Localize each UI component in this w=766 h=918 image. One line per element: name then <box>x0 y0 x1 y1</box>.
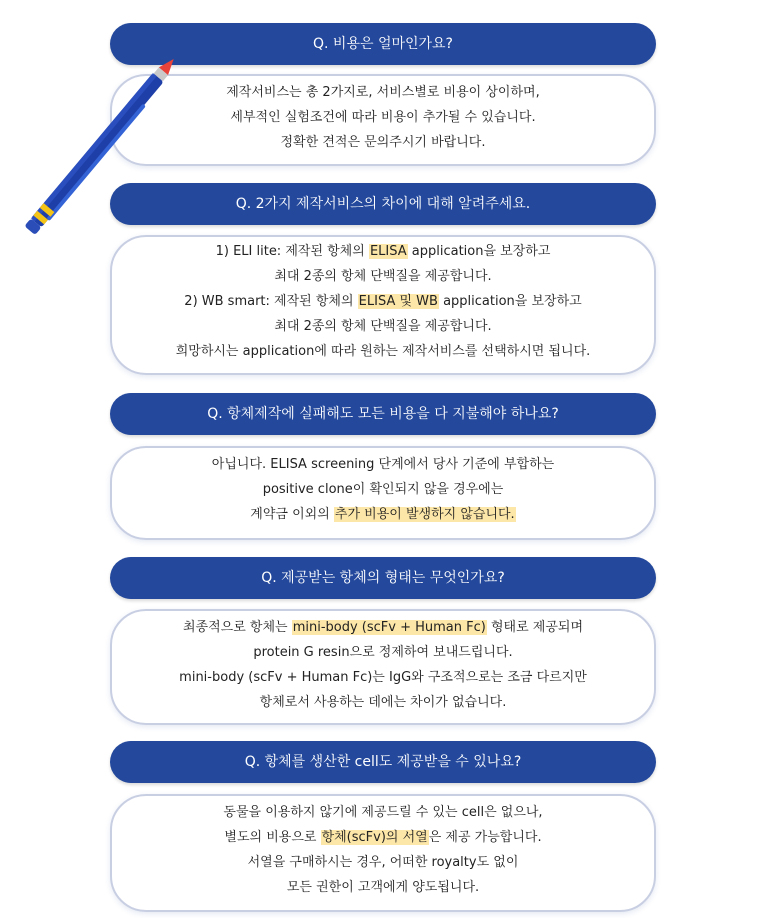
faq-question-3[interactable]: Q. 항체제작에 실패해도 모든 비용을 다 지불해야 하나요? <box>110 393 656 435</box>
faq-question-2[interactable]: Q. 2가지 제작서비스의 차이에 대해 알려주세요. <box>110 183 656 225</box>
answer-line <box>112 800 654 825</box>
answer-line <box>112 339 654 364</box>
answer-line <box>112 239 654 264</box>
answer-text: 최대 2종의 항체 단백질을 제공합니다. <box>274 319 492 334</box>
faq-answer-3 <box>110 446 656 540</box>
highlighted-text: 항체(scFv)의 서열 <box>321 830 428 845</box>
faq-question-5[interactable]: Q. 항체를 생산한 cell도 제공받을 수 있나요? <box>110 741 656 783</box>
answer-line <box>112 130 654 155</box>
highlighted-text: ELISA <box>369 244 407 259</box>
answer-text: 최종적으로 항체는 <box>182 620 292 635</box>
highlighted-text: 추가 비용이 발생하지 않습니다. <box>334 507 515 522</box>
highlighted-text: ELISA 및 WB <box>358 294 438 309</box>
faq-answer-4 <box>110 609 656 725</box>
answer-line <box>112 875 654 900</box>
answer-text: 제작서비스는 총 2가지로, 서비스별로 비용이 상이하며, <box>226 85 540 100</box>
answer-text: 최대 2종의 항체 단백질을 제공합니다. <box>274 269 492 284</box>
answer-text: 항체로서 사용하는 데에는 차이가 없습니다. <box>259 695 507 710</box>
pen-icon <box>0 0 180 270</box>
faq-answer-2 <box>110 235 656 375</box>
answer-line <box>112 289 654 314</box>
answer-text: 별도의 비용으로 <box>224 830 321 845</box>
answer-line <box>112 640 654 665</box>
answer-line <box>112 615 654 640</box>
answer-text: application을 보장하고 <box>407 244 551 259</box>
faq-answer-5-lines <box>112 800 654 900</box>
answer-text: 은 제공 가능합니다. <box>428 830 542 845</box>
answer-line <box>112 665 654 690</box>
faq-answer-1-lines <box>112 80 654 155</box>
answer-line <box>112 264 654 289</box>
answer-text: application을 보장하고 <box>438 294 582 309</box>
answer-line <box>112 690 654 715</box>
answer-line <box>112 80 654 105</box>
answer-line <box>112 105 654 130</box>
answer-text: 모든 권한이 고객에게 양도됩니다. <box>286 880 480 895</box>
faq-answer-5 <box>110 794 656 912</box>
answer-line <box>112 314 654 339</box>
answer-text: positive clone이 확인되지 않을 경우에는 <box>262 482 504 497</box>
faq-answer-3-lines <box>112 452 654 527</box>
faq-question-1[interactable]: Q. 비용은 얼마인가요? <box>110 23 656 65</box>
answer-text: 1) ELI lite: 제작된 항체의 <box>215 244 369 259</box>
answer-text: 계약금 이외의 <box>250 507 334 522</box>
answer-text: mini-body (scFv + Human Fc)는 IgG와 구조적으로는 조금 다르지만 <box>179 670 587 685</box>
answer-text: 2) WB smart: 제작된 항체의 <box>184 294 358 309</box>
answer-text: protein G resin으로 정제하여 보내드립니다. <box>253 645 513 660</box>
answer-line <box>112 850 654 875</box>
answer-text: 희망하시는 application에 따라 원하는 제작서비스를 선택하시면 됩니다. <box>175 344 591 359</box>
faq-question-4[interactable]: Q. 제공받는 항체의 형태는 무엇인가요? <box>110 557 656 599</box>
answer-line <box>112 825 654 850</box>
faq-answer-1 <box>110 74 656 166</box>
answer-text: 동물을 이용하지 않기에 제공드릴 수 있는 cell은 없으나, <box>223 805 543 820</box>
answer-text: 아닙니다. ELISA screening 단계에서 당사 기준에 부합하는 <box>211 457 555 472</box>
answer-text: 서열을 구매하시는 경우, 어떠한 royalty도 없이 <box>247 855 519 870</box>
answer-line <box>112 502 654 527</box>
answer-line <box>112 452 654 477</box>
answer-text: 정확한 견적은 문의주시기 바랍니다. <box>280 135 486 150</box>
answer-text: 세부적인 실험조건에 따라 비용이 추가될 수 있습니다. <box>230 110 536 125</box>
answer-text: 형태로 제공되며 <box>486 620 584 635</box>
answer-line <box>112 477 654 502</box>
faq-answer-2-lines <box>112 239 654 364</box>
highlighted-text: mini-body (scFv + Human Fc) <box>292 620 486 635</box>
faq-answer-4-lines <box>112 615 654 715</box>
